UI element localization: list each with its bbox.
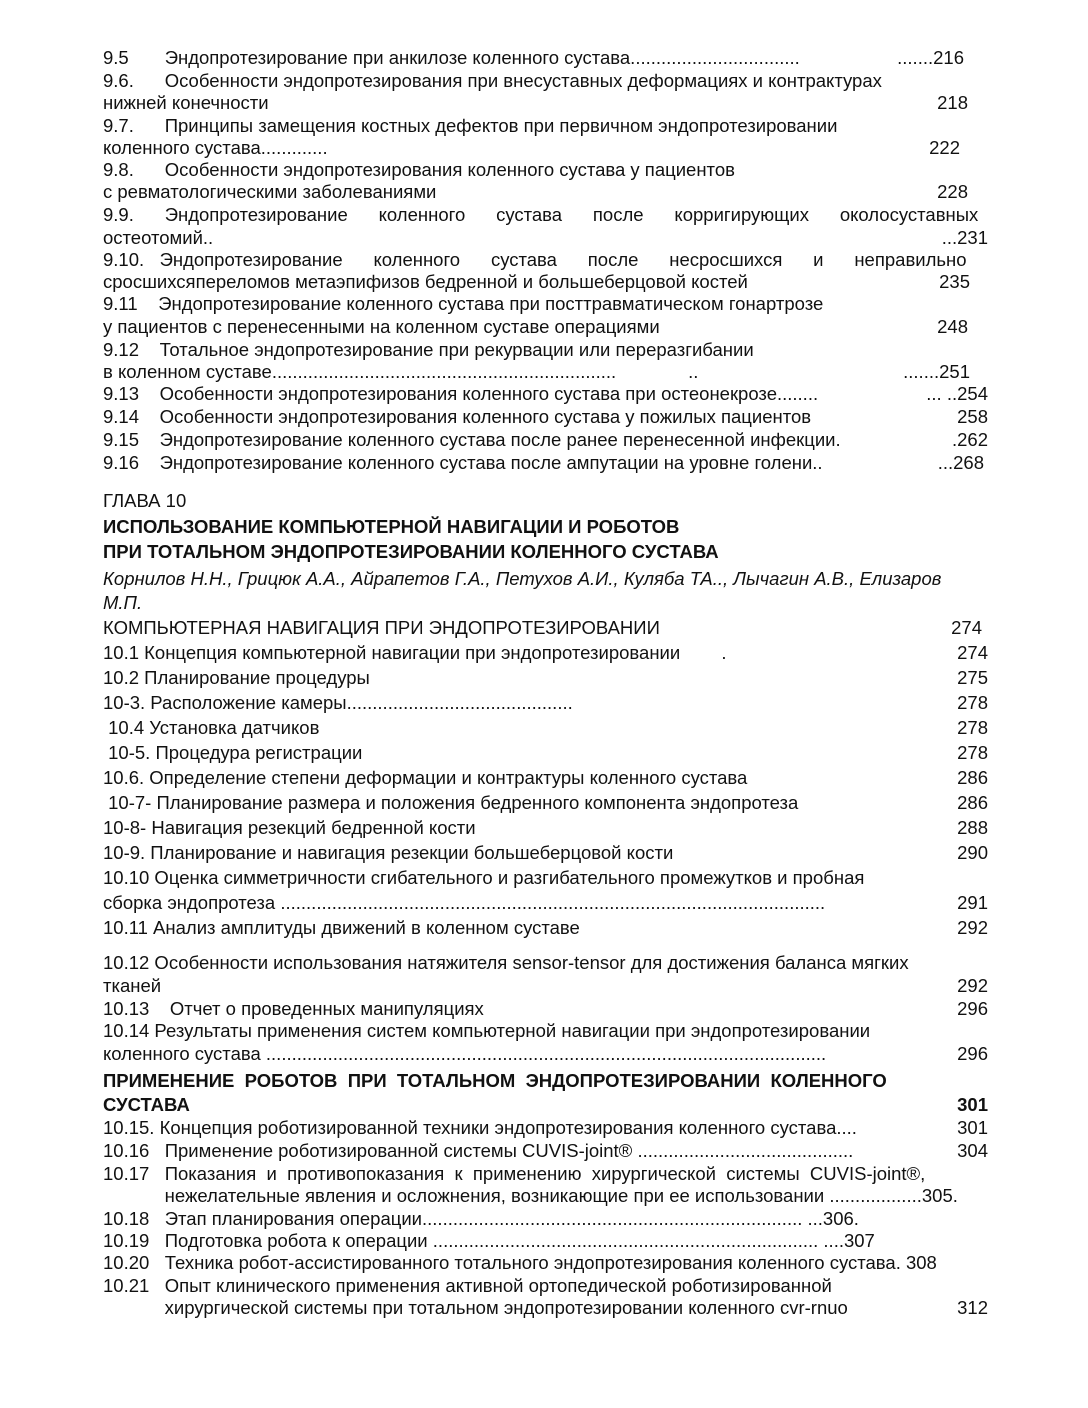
toc-line-text: 9.15 Эндопротезирование коленного сустава после ранее перенесенной инфекции. xyxy=(103,429,841,450)
toc-line-text: 10-5. Процедура регистрации xyxy=(103,742,363,763)
toc-line-text: 10.10 Оценка симметричности сгибательного и разгибательного промежутков и пробная xyxy=(103,867,865,888)
toc-line-text: 10.18 Этап планирования операции.......................................................................... ...306. xyxy=(103,1208,859,1229)
toc-line-text: 9.10. Эндопротезирование коленного сустава после несросшихся и неправильно xyxy=(103,249,967,270)
chapter-label-text: ГЛАВА 10 xyxy=(103,490,187,511)
toc-line-text: сросшихсяпереломов метаэпифизов бедренной и большеберцовой костей xyxy=(103,271,748,292)
toc-line-text: 10-8- Навигация резекций бедренной кости xyxy=(103,817,476,838)
toc-line-text: 10-9. Планирование и навигация резекции большеберцовой кости xyxy=(103,842,674,863)
toc-page-number: .......251 xyxy=(903,361,970,382)
toc-page-number: ...231 xyxy=(941,227,988,248)
toc-page-number: 291 xyxy=(957,892,988,913)
toc-page-number: 218 xyxy=(937,92,968,113)
toc-page-number: 275 xyxy=(957,667,988,688)
toc-page-number: 235 xyxy=(939,271,970,292)
toc-page-number: 286 xyxy=(957,767,988,788)
toc-page-number: 248 xyxy=(937,316,968,337)
toc-line-text: 9.5 Эндопротезирование при анкилозе коленного сустава................................. xyxy=(103,47,800,68)
toc-line-text: тканей xyxy=(103,975,162,996)
toc-line-text: 9.8. Особенности эндопротезирования коленного сустава у пациентов xyxy=(103,159,735,180)
toc-page-number: ... ..254 xyxy=(926,383,988,404)
toc-page-number: .......216 xyxy=(897,47,964,68)
section-heading-line-1: ПРИМЕНЕНИЕ РОБОТОВ ПРИ ТОТАЛЬНОМ ЭНДОПРОТЕЗИРОВАНИИ КОЛЕННОГО xyxy=(103,1070,887,1091)
toc-line-text: 9.12 Тотальное эндопротезирование при рекурвации или переразгибании xyxy=(103,339,754,360)
toc-line-text: 9.14 Особенности эндопротезирования коленного сустава у пожилых пациентов xyxy=(103,406,812,427)
toc-line-text: сборка эндопротеза .......................................................................................................... xyxy=(103,892,826,913)
chapter-title-line-1: ИСПОЛЬЗОВАНИЕ КОМПЬЮТЕРНОЙ НАВИГАЦИИ И РОБОТОВ xyxy=(103,516,680,537)
toc-page-number: 278 xyxy=(957,717,988,738)
toc-line-text: 10.17 Показания и противопоказания к применению хирургической системы CUVIS-joint®, xyxy=(103,1163,926,1184)
chapter-title-line-2: ПРИ ТОТАЛЬНОМ ЭНДОПРОТЕЗИРОВАНИИ КОЛЕННОГО СУСТАВА xyxy=(103,541,719,562)
toc-page-number: 228 xyxy=(937,181,968,202)
toc-page-number: 258 xyxy=(957,406,988,427)
toc-page-number: 288 xyxy=(957,817,988,838)
toc-page-number: ...268 xyxy=(937,452,984,473)
toc-line-text: 9.16 Эндопротезирование коленного сустава после ампутации на уровне голени.. xyxy=(103,452,823,473)
toc-line-text: 10-7- Планирование размера и положения бедренного компонента эндопротеза xyxy=(103,792,799,813)
authors-line-1: Корнилов Н.Н., Грицюк А.А., Айрапетов Г.А., Петухов А.И., Куляба ТА.., Лычагин А.В., Елизаров xyxy=(103,568,942,589)
toc-line-text: коленного сустава............. xyxy=(103,137,328,158)
toc-line-text: у пациентов с перенесенными на коленном суставе операциями xyxy=(103,316,660,337)
toc-page-number: 274 xyxy=(951,617,982,638)
toc-line-text: 10.21 Опыт клинического применения активной ортопедической роботизированной xyxy=(103,1275,832,1296)
toc-page-number: .262 xyxy=(951,429,988,450)
toc-page-number: 296 xyxy=(957,998,988,1019)
toc-line-text: 10.11 Анализ амплитуды движений в коленном суставе xyxy=(103,917,580,938)
toc-page-number: 312 xyxy=(957,1297,988,1318)
toc-line-text: коленного сустава ............................................................................................................. xyxy=(103,1043,827,1064)
toc-line-text: 9.6. Особенности эндопротезирования при внесуставных деформациях и контрактурах xyxy=(103,70,882,91)
toc-line-text: КОМПЬЮТЕРНАЯ НАВИГАЦИЯ ПРИ ЭНДОПРОТЕЗИРОВАНИИ xyxy=(103,617,660,638)
toc-line-text: 9.13 Особенности эндопротезирования коленного сустава при остеонекрозе........ xyxy=(103,383,819,404)
toc-line-text: 10.15. Концепция роботизированной техники эндопротезирования коленного сустава.... xyxy=(103,1117,857,1138)
toc-line-text: 10.6. Определение степени деформации и контрактуры коленного сустава xyxy=(103,767,748,788)
toc-line-text: 10.14 Результаты применения систем компьютерной навигации при эндопротезировании xyxy=(103,1020,871,1041)
toc-line-text: хирургической системы при тотальном эндопротезировании коленного cvr-rnuo xyxy=(103,1297,848,1318)
toc-line-text: 10.20 Техника робот-ассистированного тотального эндопротезирования коленного сустава. 308 xyxy=(103,1252,937,1273)
toc-page-number: 222 xyxy=(929,137,960,158)
toc-page-number: 274 xyxy=(957,642,988,663)
toc-line-text: 10.16 Применение роботизированной системы CUVIS-joint® .......................................... xyxy=(103,1140,854,1161)
toc-line-text: остеотомий.. xyxy=(103,227,214,248)
toc-line-text: 10.4 Установка датчиков xyxy=(103,717,320,738)
toc-line-text: в коленном суставе................................................................... .. xyxy=(103,361,699,382)
toc-page-number: 278 xyxy=(957,742,988,763)
toc-line-text: 9.11 Эндопротезирование коленного сустава при посттравматическом гонартрозе xyxy=(103,293,824,314)
toc-page-number: 286 xyxy=(957,792,988,813)
authors-line-2: М.П. xyxy=(103,592,143,613)
toc-line-text: 10.13 Отчет о проведенных манипуляциях xyxy=(103,998,484,1019)
toc-page-number: 296 xyxy=(957,1043,988,1064)
toc-line-text: 10.19 Подготовка робота к операции ........................................................................... ....307 xyxy=(103,1230,875,1251)
toc-page-number: 304 xyxy=(957,1140,988,1161)
toc-line-text: 10.2 Планирование процедуры xyxy=(103,667,370,688)
toc-line-text: 9.9. Эндопротезирование коленного сустава после корригирующих околосуставных xyxy=(103,204,979,225)
toc-line-text: нижней конечности xyxy=(103,92,269,113)
toc-line-text: 9.7. Принципы замещения костных дефектов при первичном эндопротезировании xyxy=(103,115,838,136)
toc-line-text: 10-3. Расположение камеры............................................ xyxy=(103,692,573,713)
toc-page-number: 301 xyxy=(957,1117,988,1138)
toc-line-text: 10.1 Концепция компьютерной навигации при эндопротезировании . xyxy=(103,642,727,663)
toc-line-text: 10.12 Особенности использования натяжителя sensor-tensor для достижения баланса мягких xyxy=(103,952,909,973)
toc-page-number: 278 xyxy=(957,692,988,713)
toc-page-number: 301 xyxy=(957,1094,988,1115)
section-heading-line-2: СУСТАВА xyxy=(103,1094,190,1115)
toc-page-number: 290 xyxy=(957,842,988,863)
toc-page-number: 292 xyxy=(957,917,988,938)
toc-line-text: с ревматологическими заболеваниями xyxy=(103,181,437,202)
toc-page-number: 292 xyxy=(957,975,988,996)
toc-line-text: нежелательные явления и осложнения, возникающие при ее использовании ..................305. xyxy=(103,1185,958,1206)
